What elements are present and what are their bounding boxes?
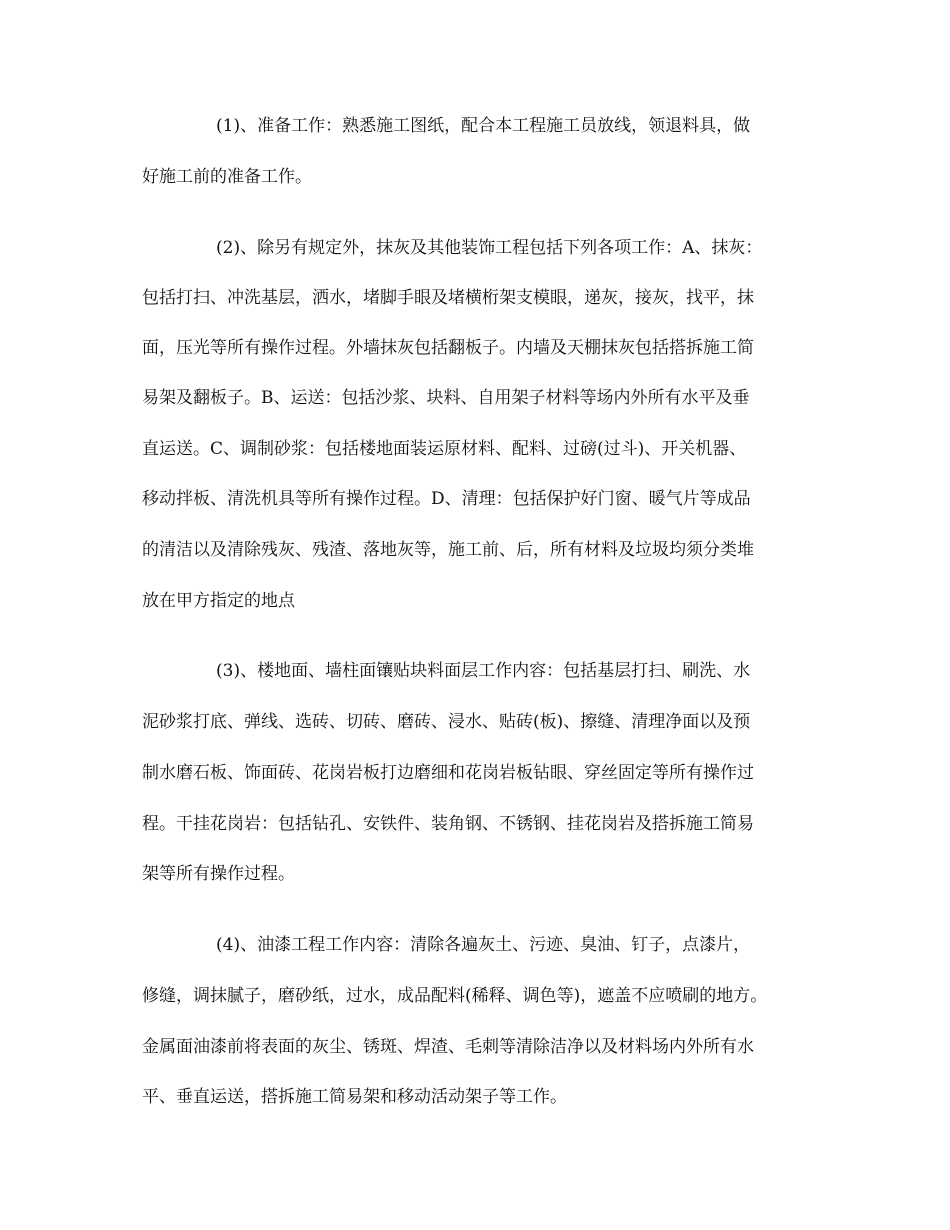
paragraph-3-line-5: 架等所有操作过程。 bbox=[142, 864, 295, 884]
paragraph-3-line-4: 程。干挂花岗岩：包括钻孔、安铁件、装角钢、不锈钢、挂花岗岩及搭拆施工简易 bbox=[142, 814, 754, 834]
paragraph-3-line-1: (3)、楼地面、墙柱面镶贴块料面层工作内容：包括基层打扫、刷洗、水 bbox=[216, 661, 751, 681]
paragraph-2-line-3: 面，压光等所有操作过程。外墙抹灰包括翻板子。内墙及天棚抹灰包括搭拆施工简 bbox=[142, 338, 754, 358]
paragraph-1-line-1: (1)、准备工作：熟悉施工图纸，配合本工程施工员放线，领退料具，做 bbox=[216, 116, 751, 136]
paragraph-2-line-1: (2)、除另有规定外，抹灰及其他装饰工程包括下列各项工作：A、抹灰： bbox=[216, 238, 763, 258]
paragraph-4-line-4: 平、垂直运送，搭拆施工简易架和移动活动架子等工作。 bbox=[142, 1087, 567, 1107]
paragraph-3-line-3: 制水磨石板、饰面砖、花岗岩板打边磨细和花岗岩板钻眼、穿丝固定等所有操作过 bbox=[142, 763, 754, 783]
paragraph-1-line-2: 好施工前的准备工作。 bbox=[142, 167, 312, 187]
paragraph-2-line-6: 移动拌板、清洗机具等所有操作过程。D、清理：包括保护好门窗、暖气片等成品 bbox=[142, 489, 751, 509]
paragraph-2-line-4: 易架及翻板子。B、运送：包括沙浆、块料、自用架子材料等场内外所有水平及垂 bbox=[142, 388, 750, 408]
paragraph-2-line-2: 包括打扫、冲洗基层，洒水，堵脚手眼及堵横桁架支模眼，递灰，接灰，找平，抹 bbox=[142, 288, 754, 308]
paragraph-2-line-5: 直运送。C、调制砂浆：包括楼地面装运原材料、配料、过磅(过斗)、开关机器、 bbox=[142, 439, 747, 459]
paragraph-4-line-3: 金属面油漆前将表面的灰尘、锈斑、焊渣、毛刺等清除洁净以及材料场内外所有水 bbox=[142, 1037, 754, 1057]
paragraph-3-line-2: 泥砂浆打底、弹线、选砖、切砖、磨砖、浸水、贴砖(板)、擦缝、清理净面以及预 bbox=[142, 712, 751, 732]
paragraph-4-line-1: (4)、油漆工程工作内容：清除各遍灰土、污迹、臭油、钉子，点漆片， bbox=[216, 935, 751, 955]
paragraph-2-line-7: 的清洁以及清除残灰、残渣、落地灰等，施工前、后，所有材料及垃圾均须分类堆 bbox=[142, 540, 754, 560]
paragraph-2-line-8: 放在甲方指定的地点 bbox=[142, 591, 295, 611]
paragraph-4-line-2: 修缝，调抹腻子，磨砂纸，过水，成品配料(稀释、调色等)，遮盖不应喷刷的地方。 bbox=[142, 986, 768, 1006]
